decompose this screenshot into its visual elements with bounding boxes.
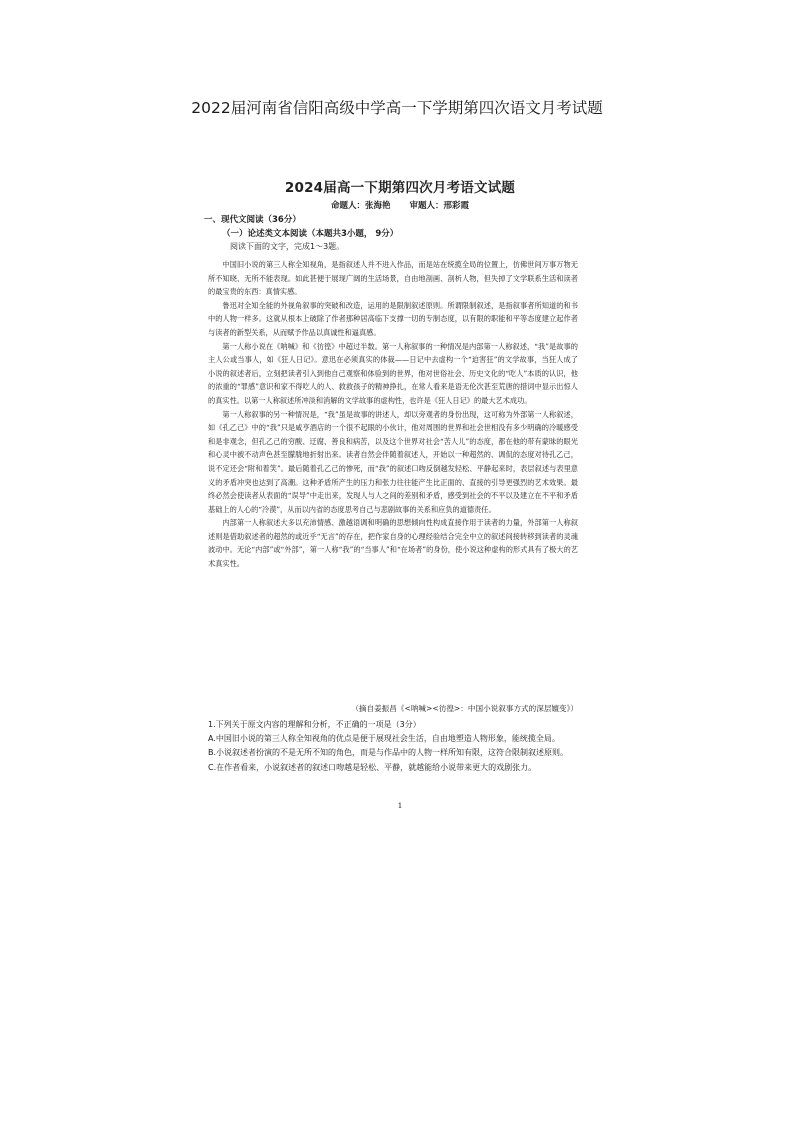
scanned-exam-page bbox=[200, 160, 600, 825]
passage-source: （摘自姜振昌《<呐喊><彷徨>：中国小说叙事方式的深层嬗变》） bbox=[351, 704, 578, 713]
passage-paragraph: 内部第一人称叙述大多以充沛情感、激越语调和明确的思想倾向性构成直接作用于读者的力量，外部第一人称叙述则是借助叙述者的超然的或近乎“无言”的存在，把作家自身的心理经验结合完全中立的叙述间接转移到读者的灵魂波动中。无论“内部”或“外部”，第一人称“我”的“当事人”和“在场者”的身份，使小说这种虚构的形式具有了极大的艺术真实性。 bbox=[208, 518, 578, 569]
question-option: A.中国旧小说的第三人称全知视角的优点是便于展现社会生活，自由地塑造人物形象，能统揽全局。 bbox=[208, 734, 560, 744]
question-option: C.在作者看来，小说叙述者的叙述口吻越是轻松、平静，就越能给小说带来更大的戏剧张力。 bbox=[208, 762, 537, 772]
document-header: 2022届河南省信阳高级中学高一下学期第四次语文月考试题 bbox=[191, 99, 603, 117]
subsection-heading: （一）论述类文本阅读（本题共3小题， 9分） bbox=[222, 229, 399, 239]
authors-line bbox=[200, 199, 600, 211]
passage-paragraph: 鲁迅对全知全能的外视角叙事的突破和改造，运用的是限制叙述原则。所谓限制叙述，是指叙事者所知道的和书中的人物一样多。这就从根本上破除了作者那种居高临下支撑一切的专制态度，以有限的职能和平等态度建立起作者与读者的新型关系，从而赋予作品以真诚性和逼真感。 bbox=[208, 300, 578, 337]
author-reviewer: 审题人：邢彩霞 bbox=[409, 201, 469, 211]
author-proposer: 命题人：张海艳 bbox=[331, 201, 391, 211]
section-heading: 一、现代文阅读（36分） bbox=[204, 215, 301, 225]
exam-title: 2024届高一下期第四次月考语文试题 bbox=[284, 180, 516, 196]
question-stem: 1.下列关于原文内容的理解和分析，不正确的一项是（3分） bbox=[208, 720, 421, 729]
passage-paragraph: 第一人称叙事的另一种情况是，“我”虽是故事的讲述人，却以旁观者的身份出现，这可称为外部第一人称叙述，如《孔乙己》中的“我”只是咸亨酒店的一个很不起眼的小伙计，他对周围的世界和社会世相没有多少明确的冷暖感受和是非观念，但孔乙己的穷酸、迂腐、善良和病苦，以及这个世界对社会“苦人儿”的态度，都在他的带有蒙昧的眼光和心灵中被不动声色甚至朦胧地折射出来。读者自然会伴随着叙述人，开始以一种超然的、调侃的态度对待孔乙己，说不定还会“附和着笑”。最后随着孔乙己的惨死，而“我”的叙述口吻反倒越发轻松、平静起来时，表层叙述与表里意义的矛盾冲突也达到了高潮。这种矛盾所产生的压力和张力往往能产生比正面的、直接的引导更强烈的艺术效果。最终必然会使读者从表面的“误导”中走出来，发现人与人之间的差别和矛盾，感受到社会的不平以及建立在不平和矛盾基础上的人心的“冷漠”，从而以内省的态度思考自己与悲剧故事的关系和应负的道德责任。 bbox=[208, 409, 578, 514]
passage-paragraph: 中国旧小说的第三人称全知视角，是指叙述人并不进入作品，而是站在统揽全局的位置上，仿佛世间万事万物无所不知晓、无所不能表现。如此甚便于展现广阔的生活场景，自由地剖画、剖析人物，但失掉了文学联系生活和读者的最宝贵的东西：真情实感。 bbox=[208, 260, 578, 297]
passage-paragraph: 第一人称小说在《呐喊》和《彷徨》中超过半数。第一人称叙事的一种情况是内部第一人称叙述，“我”是故事的主人公或当事人，如《狂人日记》。意迅在必须真实的体裁——日记中去虚构一个“迫害狂”的文学故事，当狂人成了小说的叙述者后，立刻把读者引入到他自己观察和体验到的世界，他对世俗社会、历史文化的“吃人”本质的认识，他的浓重的“罪感”意识和家不得吃人的人、救救孩子的精神挣扎，在常人看来是语无伦次甚至荒唐的措词中显示出惊人的真实性。以第一人称叙述所冲淡和消解的文学故事的虚构性，也许是《狂人日记》的最大艺术成功。 bbox=[208, 341, 578, 405]
question-block bbox=[208, 718, 578, 775]
passage-body bbox=[208, 258, 578, 571]
page-number: 1 bbox=[397, 801, 403, 810]
question-option: B.小说叙述者扮演的不是无所不知的角色，而是与作品中的人物一样所知有限，这符合限制叙述原则。 bbox=[208, 748, 569, 758]
reading-instruction: 阅读下面的文字，完成1～3题。 bbox=[230, 242, 345, 251]
